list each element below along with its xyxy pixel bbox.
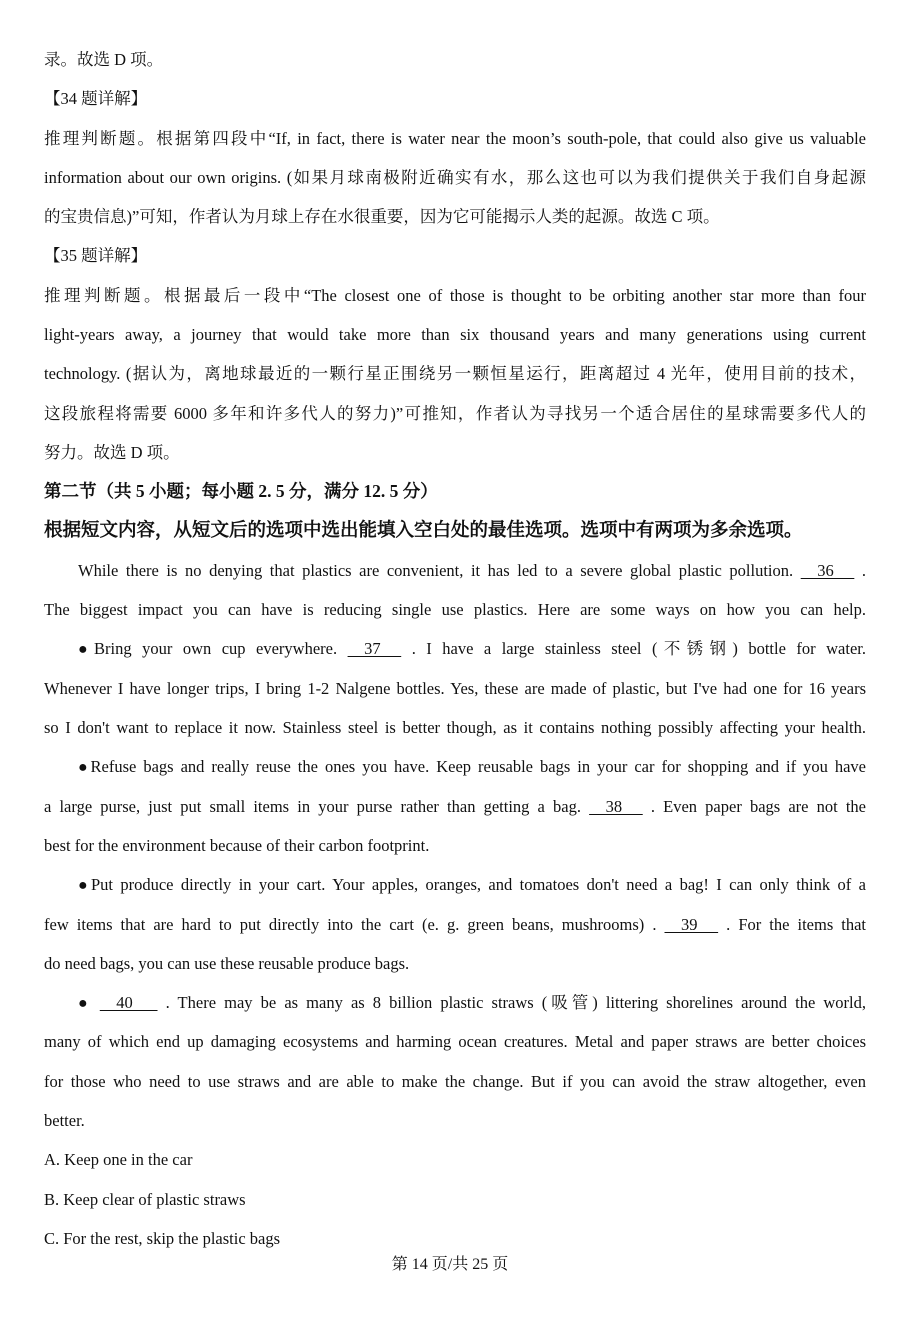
bullet-icon: ● — [78, 641, 95, 659]
section-instructions: 根据短文内容，从短文后的选项中选出能填入空白处的最佳选项。选项中有两项为多余选项。 — [44, 520, 803, 541]
q35-explanation-line-2: light-years away, a journey that would take more than six thousand years and many generations using current — [44, 325, 866, 345]
option-b: B. Keep clear of plastic straws — [44, 1189, 246, 1209]
passage-text: Refuse bags and really reuse the ones you have. Keep reusable bags in your car for shopping and if you have — [90, 757, 866, 777]
option-a: A. Keep one in the car — [44, 1150, 193, 1170]
passage-line-9 — [44, 865, 866, 904]
passage-line-6 — [44, 747, 866, 786]
passage-text: . For the items that — [726, 914, 866, 934]
text-line-1: 录。故选 D 项。 — [44, 50, 164, 69]
passage-text: While there is no denying that plastics are convenient, it has led to a severe global plastic pollution. — [78, 560, 794, 580]
q35-explanation-line-3: technology. (据认为，离地球最近的一颗行星正围绕另一颗恒星运行，距离超过 4 光年，使用目前的技术， — [44, 364, 866, 384]
q35-explanation-line-5: 努力。故选 D 项。 — [44, 442, 180, 462]
passage-line-5: so I don't want to replace it now. Stainless steel is better though, as it contains nothing possibly affecting your health. — [44, 718, 866, 738]
q35-explanation-line-1: 推理判断题。根据最后一段中“The closest one of those is thought to be orbiting another star more than four — [44, 285, 866, 305]
passage-text: few items that are hard to put directly into the cart (e. g. green beans, mushrooms) . — [44, 914, 657, 934]
passage-line-3 — [44, 629, 866, 668]
passage-text: . There may be as many as 8 billion plastic straws (吸管) littering shorelines around the world, — [165, 993, 866, 1013]
passage-line-7 — [44, 787, 866, 826]
passage-line-14: for those who need to use straws and are able to make the change. But if you can avoid the straw altogether, even — [44, 1071, 866, 1091]
blank-37: 37 — [347, 639, 402, 659]
passage-line-13: many of which end up damaging ecosystems and harming ocean creatures. Metal and paper straws are better choices — [44, 1032, 866, 1052]
bullet-icon: ● — [78, 995, 92, 1013]
bullet-icon: ● — [78, 759, 91, 777]
passage-line-12 — [44, 983, 866, 1022]
passage-line-4: Whenever I have longer trips, I bring 1-2 Nalgene bottles. Yes, these are made of plastic, but I've had one for 16 years — [44, 678, 866, 698]
passage-line-2: The biggest impact you can have is reducing single use plastics. Here are some ways on how you can help. — [44, 600, 866, 620]
blank-38: 38 — [589, 796, 643, 816]
passage-text: Bring your own cup everywhere. — [94, 639, 338, 659]
q35-explanation-line-4: 这段旅程将需要 6000 多年和许多代人的努力)”可推知，作者认为寻找另一个适合居住的星球需要多代人的 — [44, 403, 866, 423]
q35-heading: 【35 题详解】 — [44, 246, 148, 266]
passage-line-1 — [44, 551, 866, 590]
passage-line-15: better. — [44, 1111, 85, 1131]
passage-text: . I have a large stainless steel (不锈钢) bottle for water. — [411, 639, 866, 659]
passage-line-8: best for the environment because of their carbon footprint. — [44, 835, 430, 855]
passage-line-11: do need bags, you can use these reusable produce bags. — [44, 953, 410, 973]
blank-36: 36 — [800, 560, 855, 580]
q34-explanation-line-1: 推理判断题。根据第四段中“If, in fact, there is water near the moon’s south-pole, that could also give us valuable — [44, 128, 866, 148]
passage-line-10 — [44, 905, 866, 944]
passage-text: a large purse, just put small items in your purse rather than getting a bag. — [44, 796, 581, 816]
bullet-icon: ● — [78, 877, 91, 895]
document-page — [44, 40, 866, 1258]
passage-text: Put produce directly in your cart. Your apples, oranges, and tomatoes don't need a bag! I can only think of a — [90, 875, 866, 895]
passage-text: . — [861, 560, 866, 580]
q34-explanation-line-2: information about our own origins. (如果月球南极附近确实有水，那么这也可以为我们提供关于我们自身起源 — [44, 167, 866, 187]
option-c: C. For the rest, skip the plastic bags — [44, 1228, 281, 1248]
q34-heading: 【34 题详解】 — [44, 89, 148, 109]
page-footer: 第 14 页/共 25 页 — [391, 1256, 509, 1273]
section-two-heading: 第二节（共 5 小题；每小题 2. 5 分，满分 12. 5 分） — [44, 481, 438, 502]
q34-explanation-line-3: 的宝贵信息)”可知，作者认为月球上存在水很重要，因为它可能揭示人类的起源。故选 C 项。 — [44, 207, 720, 227]
blank-39: 39 — [664, 914, 719, 934]
blank-40: 40 — [99, 993, 158, 1013]
passage-text: . Even paper bags are not the — [650, 796, 866, 816]
